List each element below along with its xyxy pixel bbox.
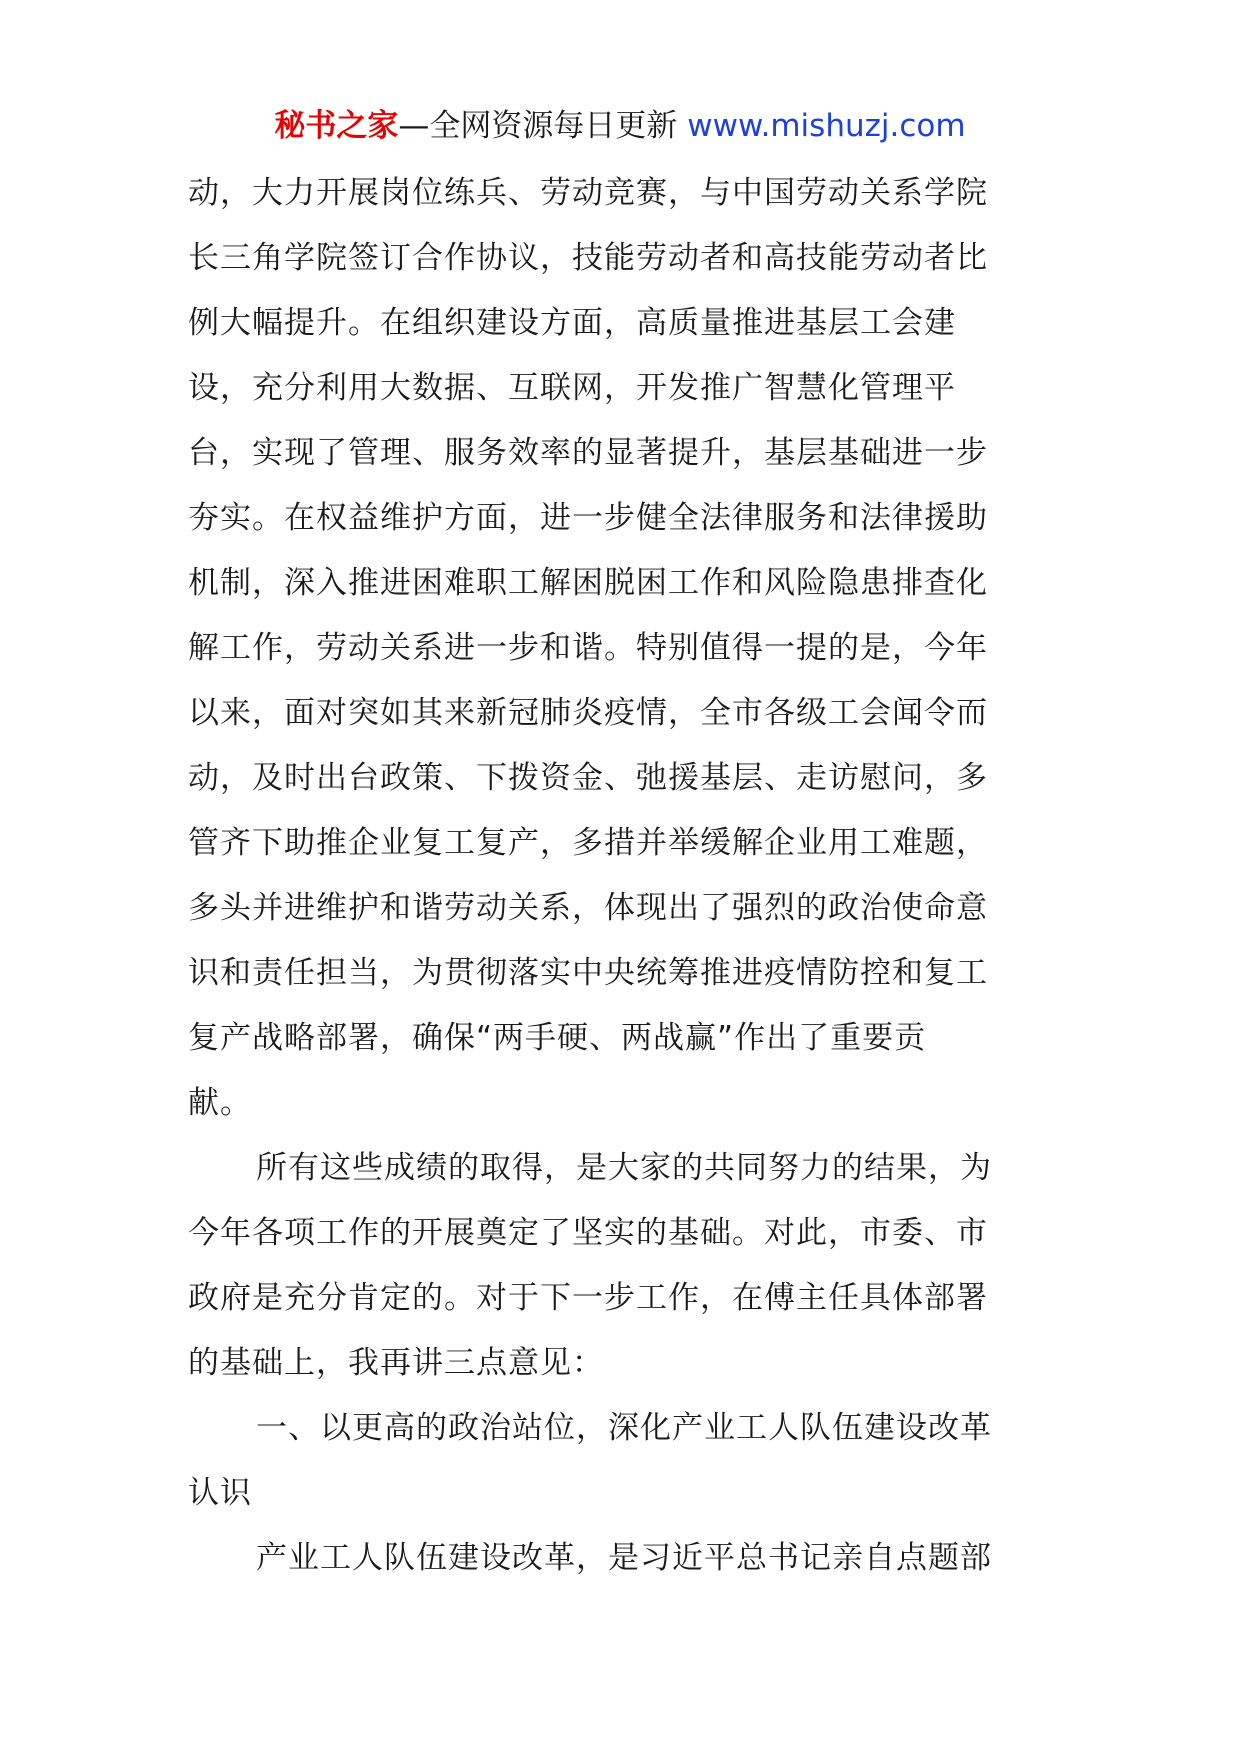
text-line: 例大幅提升。在组织建设方面，高质量推进基层工会建: [188, 305, 956, 341]
text-line: 识和责任担当，为贯彻落实中央统筹推进疫情防控和复工: [188, 955, 988, 991]
text-line: 今年各项工作的开展奠定了坚实的基础。对此，市委、市: [188, 1215, 988, 1251]
text-line: 的基础上，我再讲三点意见：: [188, 1345, 604, 1381]
site-url: www.mishuzj.com: [687, 108, 966, 144]
text-line: 多头并进维护和谐劳动关系，体现出了强烈的政治使命意: [188, 890, 988, 926]
text-line: 解工作，劳动关系进一步和谐。特别值得一提的是，今年: [188, 630, 988, 666]
text-line: 长三角学院签订合作协议，技能劳动者和高技能劳动者比: [188, 240, 988, 276]
text-line: 设，充分利用大数据、互联网，开发推广智慧化管理平: [188, 370, 956, 406]
text-line: 政府是充分肯定的。对于下一步工作，在傅主任具体部署: [188, 1280, 988, 1316]
text-line: 夯实。在权益维护方面，进一步健全法律服务和法律援助: [188, 500, 988, 536]
text-line: 复产战略部署，确保“两手硬、两战赢”作出了重要贡: [188, 1020, 927, 1056]
text-line: 以来，面对突如其来新冠肺炎疫情，全市各级工会闻令而: [188, 695, 988, 731]
text-line: 动，大力开展岗位练兵、劳动竞赛，与中国劳动关系学院: [188, 175, 988, 211]
header-tagline: —全网资源每日更新: [398, 108, 688, 144]
document-body: [188, 161, 1058, 1591]
page-header: [0, 104, 1240, 148]
paragraph-start-line: 所有这些成绩的取得，是大家的共同努力的结果，为: [256, 1150, 992, 1186]
text-line: 管齐下助推企业复工复产，多措并举缓解企业用工难题，: [188, 825, 988, 861]
text-line: 机制，深入推进困难职工解困脱困工作和风险隐患排查化: [188, 565, 988, 601]
section-heading-line: 认识: [188, 1475, 252, 1511]
text-line: 献。: [188, 1085, 252, 1121]
text-line: 台，实现了管理、服务效率的显著提升，基层基础进一步: [188, 435, 988, 471]
paragraph-start-line: 产业工人队伍建设改革，是习近平总书记亲自点题部: [256, 1540, 992, 1576]
section-heading-line: 一、以更高的政治站位，深化产业工人队伍建设改革: [256, 1410, 992, 1446]
text-line: 动，及时出台政策、下拨资金、弛援基层、走访慰问，多: [188, 760, 988, 796]
brand-name: 秘书之家: [274, 108, 399, 144]
